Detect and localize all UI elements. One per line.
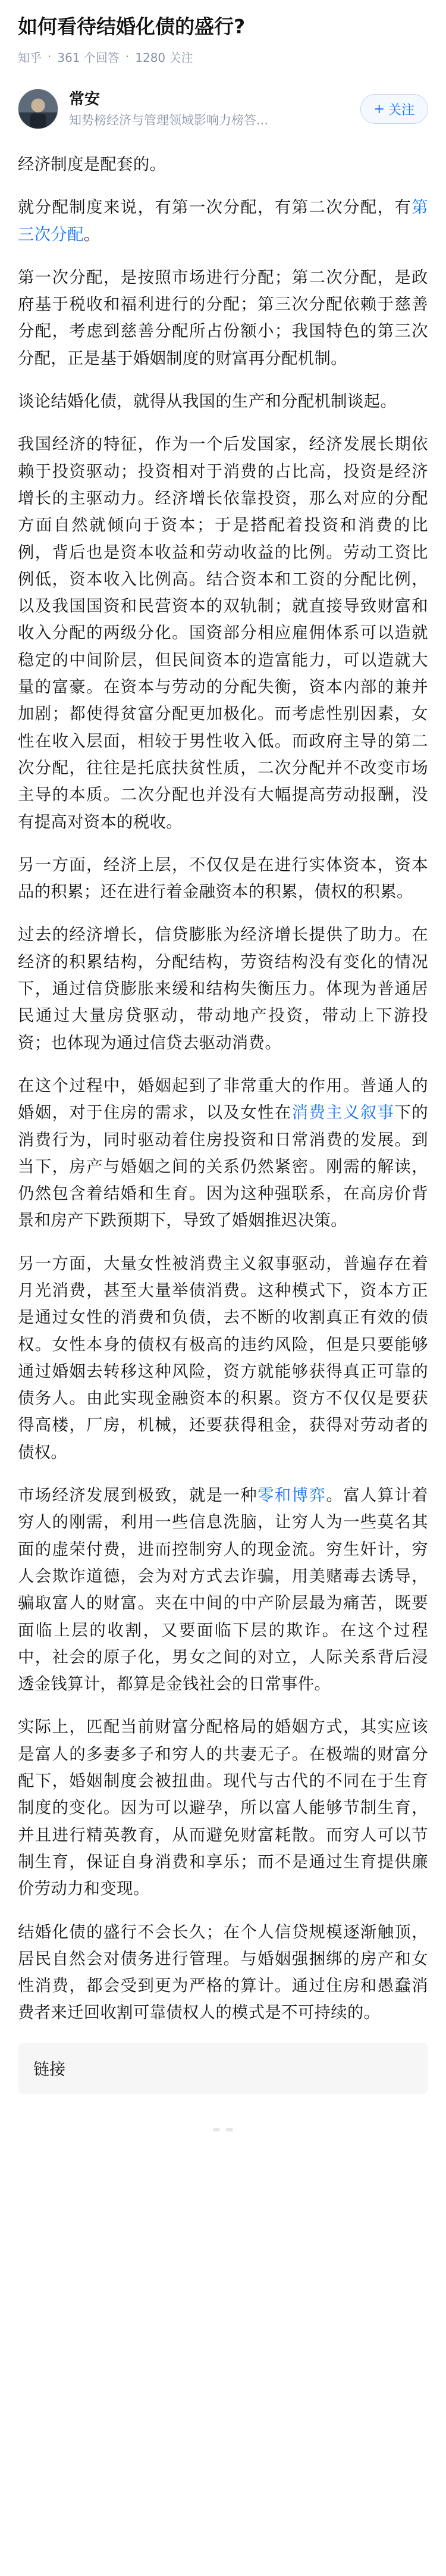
follower-count: 1280 关注	[135, 50, 193, 65]
question-title[interactable]: 如何看待结婚化债的盛行?	[18, 15, 246, 38]
source-label[interactable]: 知乎	[18, 50, 42, 65]
answer-paragraph	[18, 1251, 428, 1466]
link-card[interactable]	[18, 2043, 428, 2094]
author-info	[69, 89, 354, 129]
plus-icon: +	[373, 101, 385, 117]
answer-count[interactable]: 361 个回答	[57, 50, 120, 65]
answer-paragraph	[18, 1073, 428, 1234]
bottom-indicator	[18, 2112, 428, 2147]
author-name[interactable]: 常安	[69, 90, 100, 108]
inline-link[interactable]: 第三次分配	[18, 198, 428, 244]
answer-paragraph	[18, 921, 428, 1056]
paragraph-text: 经济制度是配套的。	[18, 155, 167, 174]
answer-content	[18, 151, 428, 2027]
paragraph-text: 谈论结婚化债，就得从我国的生产和分配机制谈起。	[18, 392, 397, 411]
inline-link[interactable]: 零和博弈	[257, 1486, 326, 1505]
follow-button[interactable]	[360, 94, 428, 124]
answer-paragraph	[18, 1482, 428, 1697]
paragraph-text: 市场经济发展到极致，就是一种	[18, 1486, 258, 1505]
paragraph-text: 另一方面，大量女性被消费主义叙事驱动，普遍存在着月光消费，甚至大量举债消费。这种模式下，资本方正是通过女性的消费和负债，去不断的收割真正有效的债权。女性本身的债权有极高的违约风险，但是只要能够通过婚姻去转移这种风险，资方就能够获得真正可靠的债务人。由此实现金融资本的积累。资方不仅仅是要获得高楼，厂房，机械，还要获得租金，获得对劳动者的债权。	[18, 1254, 428, 1462]
answer-paragraph	[18, 194, 428, 248]
answer-paragraph	[18, 852, 428, 906]
question-meta	[18, 46, 428, 67]
author-row	[18, 83, 428, 135]
paragraph-text: 就分配制度来说，有第一次分配，有第二次分配，有	[18, 198, 412, 217]
paragraph-text: 过去的经济增长，信贷膨胀为经济增长提供了助力。在经济的积累结构，分配结构，劳资结构没有变化的情况下，通过信贷膨胀来缓和结构失衡压力。体现为普通居民通过大量房贷驱动，带动地产投资，带动上下游投资；也体现为通过信贷去驱动消费。	[18, 926, 428, 1052]
paragraph-text: 下的消费行为，同时驱动着住房投资和日常消费的发展。到当下，房产与婚姻之间的关系仍然紧密。刚需的解读，仍然包含着结婚和生育。因为这种强联系，在高房价背景和房产下跌预期下，导致了婚姻推迟决策。	[18, 1103, 428, 1230]
indicator-segment	[226, 2128, 233, 2131]
indicator-segment	[213, 2128, 220, 2131]
answer-paragraph	[18, 1919, 428, 2027]
meta-separator: ·	[48, 49, 52, 64]
paragraph-text: 我国经济的特征，作为一个后发国家，经济发展长期依赖于投资驱动；投资相对于消费的占比高，投资是经济增长的主驱动力。经济增长依靠投资，那么对应的分配方面自然就倾向于资本；于是搭配着投资和消费的比例，背后也是资本收益和劳动收益的比例。劳动工资比例低，资本收入比例高。结合资本和工资的分配比例，以及我国国资和民营资本的双轨制；就直接导致财富和收入分配的两级分化。国资部分相应雇佣体系可以造就稳定的中间阶层，但民间资本的造富能力，可以造就大量的富豪。在资本与劳动的分配失衡，资本内部的兼并加剧；都使得贫富分配更加极化。而考虑性别因素，女性在收入层面，相较于男性收入低。而政府主导的第二次分配，往往是托底扶贫性质，二次分配并不改变市场主导的本质。二次分配也并没有大幅提高劳动报酬，没有提高对资本的税收。	[18, 435, 428, 831]
meta-separator: ·	[125, 49, 130, 64]
paragraph-text: 在这个过程中，婚姻起到了非常重大的作用。普通人的婚姻，对于住房的需求，以及女性在	[18, 1076, 428, 1123]
author-bio: 知势榜经济与管理领域影响力榜答...	[69, 113, 269, 127]
avatar-image	[18, 89, 58, 129]
link-card-label: 链接	[33, 2061, 65, 2080]
paragraph-text: 实际上，匹配当前财富分配格局的婚姻方式，其实应该是富人的多妻多子和穷人的共妻无子。在极端的财富分配下，婚姻制度会被扭曲。现代与古代的不同在于生育制度的变化。因为可以避孕，所以富人能够节制生育，并且进行精英教育，从而避免财富耗散。而穷人可以节制生育，保证自身消费和享乐；而不是通过生育提供廉价劳动力和变现。	[18, 1718, 428, 1899]
answer-paragraph	[18, 264, 428, 372]
inline-link[interactable]: 消费主义叙事	[291, 1103, 395, 1123]
follow-label: 关注	[388, 102, 414, 118]
answer-paragraph	[18, 388, 428, 415]
answer-paragraph	[18, 151, 428, 178]
paragraph-text: 另一方面，经济上层，不仅仅是在进行实体资本，资本品的积累；还在进行着金融资本的积累，债权的积累。	[18, 855, 428, 902]
paragraph-text: 第一次分配，是按照市场进行分配；第二次分配，是政府基于税收和福利进行的分配；第三次分配依赖于慈善分配，考虑到慈善分配所占份额小；我国特色的第三次分配，正是基于婚姻制度的财富再分配机制。	[18, 268, 428, 368]
paragraph-text: 。	[83, 225, 100, 244]
avatar[interactable]	[18, 89, 58, 129]
answer-paragraph	[18, 1714, 428, 1902]
answer-paragraph	[18, 431, 428, 835]
paragraph-text: 结婚化债的盛行不会长久；在个人信贷规模逐渐触顶，居民自然会对债务进行管理。与婚姻强捆绑的房产和女性消费，都会受到更为严格的算计。通过住房和愚蠢消费者来迁回收割可靠债权人的模式是不可持续的。	[18, 1922, 428, 2022]
paragraph-text: 。富人算计着穷人的刚需，利用一些信息洗脑，让穷人为一些莫名其面的虚荣付费，进而控制穷人的现金流。穷生奸计，穷人会欺诈道德，会为对方式去诈骗，用美赌毒去诱导，骗取富人的财富。夹在中间的中产阶层最为痛苦，既要面临上层的收割，又要面临下层的欺诈。在这个过程中，社会的原子化，男女之间的对立，人际关系背后浸透金钱算计，都算是金钱社会的日常事件。	[18, 1486, 428, 1694]
